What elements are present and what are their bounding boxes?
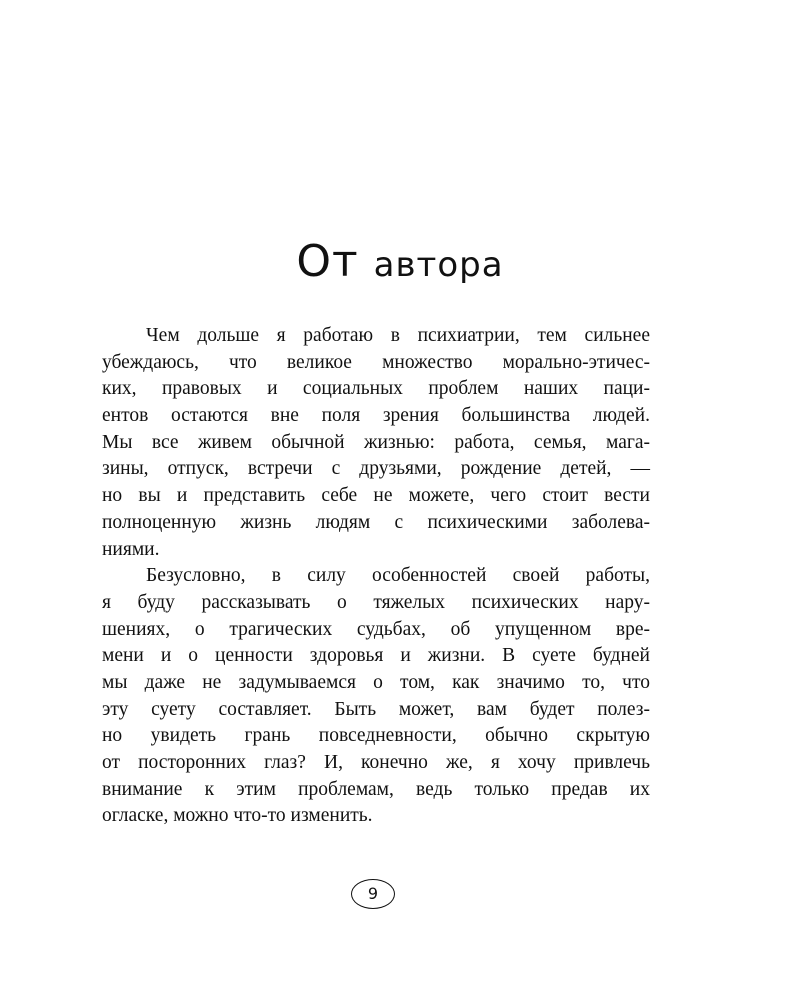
text-line: убеждаюсь, что великое множество морально-этичес-	[102, 351, 650, 373]
text-line: ких, правовых и социальных проблем наших паци-	[102, 378, 650, 400]
text-line: шениях, о трагических судьбах, об упущенном вре-	[102, 618, 650, 640]
chapter-body	[102, 323, 650, 830]
text-line: зины, отпуск, встречи с друзьями, рождение детей, —	[102, 458, 650, 480]
text-line: мени и о ценности здоровья и жизни. В суете будней	[102, 645, 650, 667]
chapter-title-second-word: автора	[373, 245, 504, 285]
text-line: ентов остаются вне поля зрения большинства людей.	[102, 405, 650, 427]
paragraph-2	[102, 563, 650, 830]
text-line: ниями.	[102, 538, 160, 560]
text-line: внимание к этим проблемам, ведь только предав их	[102, 778, 650, 800]
text-line: эту суету составляет. Быть может, вам будет полез-	[102, 698, 650, 720]
text-line: но вы и представить себе не можете, чего стоит вести	[102, 485, 650, 507]
text-line: Мы все живем обычной жизнью: работа, семья, мага-	[102, 431, 650, 453]
text-line: огласке, можно что-то изменить.	[102, 805, 373, 827]
text-line: Чем дольше я работаю в психиатрии, тем сильнее	[146, 325, 650, 346]
text-line: но увидеть грань повседневности, обычно скрытую	[102, 725, 650, 747]
chapter-title-first-word: От	[296, 236, 359, 287]
chapter-title	[0, 232, 800, 295]
text-line: я буду рассказывать о тяжелых психических нару-	[102, 591, 650, 613]
text-line: мы даже не задумываемся о том, как значимо то, что	[102, 671, 650, 693]
text-line: от посторонних глаз? И, конечно же, я хочу привлечь	[102, 752, 650, 773]
text-line: полноценную жизнь людям с психическими заболева-	[102, 511, 650, 533]
page-number: 9	[351, 879, 395, 909]
text-line: Безусловно, в силу особенностей своей работы,	[146, 565, 650, 587]
paragraph-1	[102, 323, 650, 563]
